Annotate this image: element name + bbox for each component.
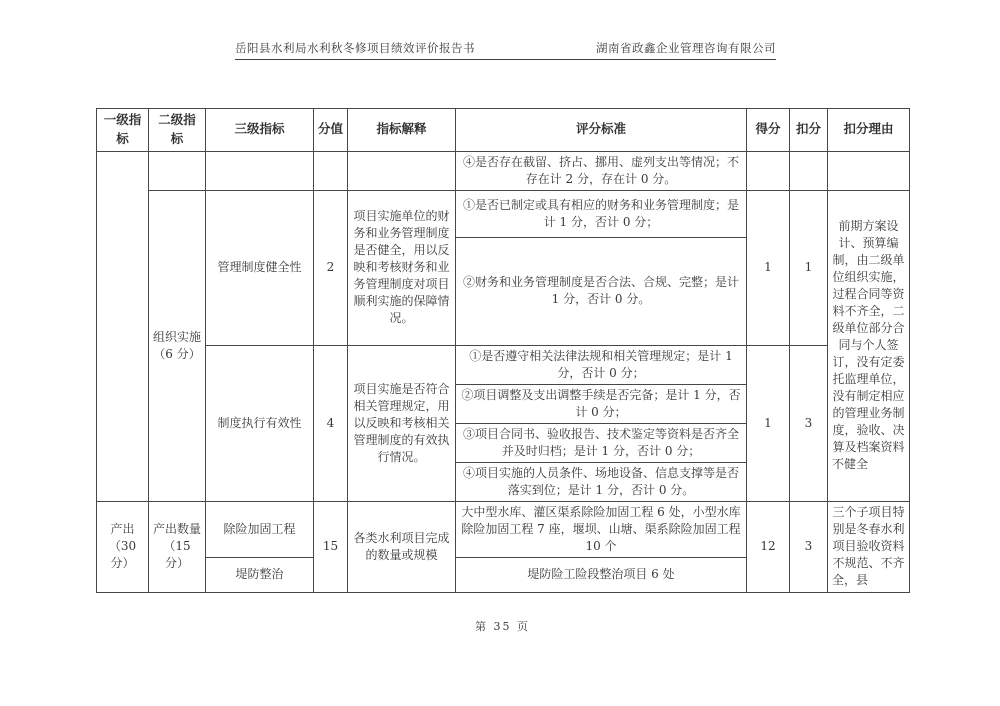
- cell-explain-system-exec: 项目实施是否符合相关管理规定，用以反映和考核相关管理制度的有效执行情况。: [348, 345, 456, 501]
- cell-value-output: 15: [314, 501, 348, 592]
- cell-exec-criteria-1: ①是否遵守相关法律法规和相关管理规定；是计 1 分，否计 0 分；: [456, 345, 747, 384]
- cell-indicator-system-exec: 制度执行有效性: [206, 345, 314, 501]
- empty-cell-explain: [348, 151, 456, 190]
- cell-exec-criteria-3: ③项目合同书、验收报告、技术鉴定等资料是否齐全并及时归档；是计 1 分，否计 0 分；: [456, 423, 747, 462]
- cell-indicator-reinforcement: 除险加固工程: [206, 501, 314, 557]
- header-cell-level2-indicator: 二级指标: [149, 109, 206, 152]
- cell-level2-org-implementation: 组织实施（6 分）: [149, 190, 206, 501]
- evaluation-table: [96, 108, 910, 593]
- empty-cell-deduction: [790, 151, 828, 190]
- empty-cell-level1: [97, 151, 149, 501]
- table-header-row: [97, 109, 910, 152]
- cell-score-mgmt-system: 1: [747, 190, 790, 345]
- cell-indicator-dike: 堤防整治: [206, 557, 314, 592]
- cell-carryover-criteria: ④是否存在截留、挤占、挪用、虚列支出等情况；不存在计 2 分，存在计 0 分。: [456, 151, 747, 190]
- cell-exec-criteria-2: ②项目调整及支出调整手续是否完备；是计 1 分，否计 0 分；: [456, 384, 747, 423]
- empty-cell-level3: [206, 151, 314, 190]
- table-row-system-exec-1: [97, 345, 910, 384]
- empty-cell-reason: [828, 151, 910, 190]
- table-row-mgmt-system-1: [97, 190, 910, 237]
- header-cell-level1-indicator: 一级指标: [97, 109, 149, 152]
- cell-mgmt-criteria-1: ①是否已制定或具有相应的财务和业务管理制度；是计 1 分，否计 0 分；: [456, 190, 747, 237]
- table-row-output-1: [97, 501, 910, 557]
- header-cell-score-value: 分值: [314, 109, 348, 152]
- cell-deduction-mgmt-system: 1: [790, 190, 828, 345]
- header-cell-level3-indicator: 三级指标: [206, 109, 314, 152]
- empty-cell-level2: [149, 151, 206, 190]
- cell-deduction-output: 3: [790, 501, 828, 592]
- cell-indicator-mgmt-system: 管理制度健全性: [206, 190, 314, 345]
- cell-output-criteria-2: 堤防险工险段整治项目 6 处: [456, 557, 747, 592]
- page-number: 第 35 页: [475, 620, 530, 633]
- table-row-carryover: [97, 151, 910, 190]
- cell-value-mgmt-system: 2: [314, 190, 348, 345]
- cell-output-criteria-1: 大中型水库、灌区渠系除险加固工程 6 处，小型水库除险加固工程 7 座，堰坝、山塘、渠系除险加固工程 10 个: [456, 501, 747, 557]
- cell-score-output: 12: [747, 501, 790, 592]
- empty-cell-value: [314, 151, 348, 190]
- cell-deduction-reason-org: 前期方案设计、预算编制，由二级单位组织实施，过程合同等资料不齐全，二级单位部分合同与个人签订，没有定委托监理单位，没有制定相应的管理业务制度，验收、决算及档案资料不健全: [828, 190, 910, 501]
- cell-score-system-exec: 1: [747, 345, 790, 501]
- cell-deduction-system-exec: 3: [790, 345, 828, 501]
- header-cell-indicator-explanation: 指标解释: [348, 109, 456, 152]
- cell-deduction-reason-output: 三个子项目特别是冬春水利项目验收资料不规范、不齐全，县: [828, 501, 910, 592]
- header-cell-score: 得分: [747, 109, 790, 152]
- company-name: 湖南省政鑫企业管理咨询有限公司: [596, 41, 776, 55]
- cell-mgmt-criteria-2: ②财务和业务管理制度是否合法、合规、完整；是计 1 分，否计 0 分。: [456, 237, 747, 345]
- header-cell-deduction-reason: 扣分理由: [828, 109, 910, 152]
- cell-explain-output: 各类水利项目完成的数量或规模: [348, 501, 456, 592]
- cell-level2-output-quantity: 产出数量（15 分）: [149, 501, 206, 592]
- header-cell-scoring-standard: 评分标准: [456, 109, 747, 152]
- cell-exec-criteria-4: ④项目实施的人员条件、场地设备、信息支撑等是否落实到位；是计 1 分，否计 0 分。: [456, 462, 747, 501]
- report-title: 岳阳县水利局水利秋冬修项目绩效评价报告书: [235, 41, 475, 55]
- cell-level1-output: 产出（30 分）: [97, 501, 149, 592]
- header-cell-deduction: 扣分: [790, 109, 828, 152]
- cell-value-system-exec: 4: [314, 345, 348, 501]
- page-header: [235, 40, 776, 60]
- empty-cell-score: [747, 151, 790, 190]
- cell-explain-mgmt-system: 项目实施单位的财务和业务管理制度是否健全，用以反映和考核财务和业务管理制度对项目顺利实施的保障情况。: [348, 190, 456, 345]
